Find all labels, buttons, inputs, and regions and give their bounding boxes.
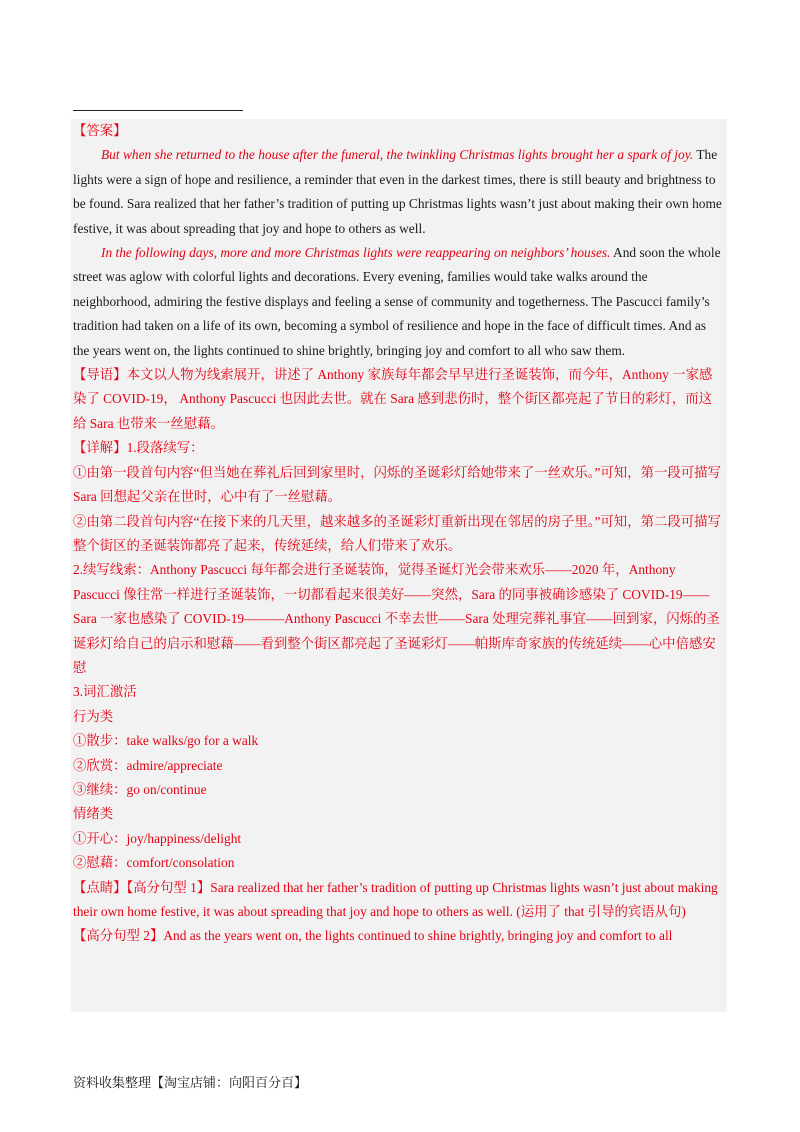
guide-label: 【导语】 [73,367,127,383]
page-footer: 资料收集整理【淘宝店铺：向阳百分百】 [73,1075,308,1090]
highlight-label: 【点睛】 [73,879,127,895]
given-sentence-1: But when she returned to the house after the funeral, the twinkling Christmas lights brought her a spark of joy. [101,147,694,163]
detail-heading [73,436,725,460]
given-sentence-2: In the following days, more and more Christmas lights were reappearing on neighbors’ houses. [101,245,611,261]
detail-item-1b: ②由第二段首句内容“在接下来的几天里，越来越多的圣诞彩灯重新出现在邻居的房子里。”可知，第二段可描写整个街区的圣诞装饰都亮了起来，传统延续，给人们带来了欢乐。 [73,513,721,553]
vocab-category-1: 行为类 [73,708,114,724]
highlight-sentence-2 [73,924,725,948]
detail-label: 【详解】 [73,440,127,456]
guide-text: 本文以人物为线索展开，讲述了 Anthony 家族每年都会早早进行圣诞装饰，而今年，Anthony 一家感染了 COVID-19， Anthony Pascucci 也因此去世。就在 Sara 感到悲伤时，整个街区都亮起了节日的彩灯，而这给 Sara 也带来一丝慰藉。 [73,367,713,431]
high-score-label-2: 【高分句型 2】 [73,928,164,944]
answer-paragraph-2-body: And soon the whole street was aglow with colorful lights and decorations. Every evening, families would take walks around the neighborhood, admiring the festive displays and feeling a sense of community and togetherness. The Pascucci family’s tradition had taken on a life of its own, becoming a symbol of resilience and hope in the face of difficult times. And as the years went on, the lights continued to shine brightly, bringing joy and comfort to all who saw them. [73,245,721,358]
vocab-item: ②欣赏：admire/appreciate [73,757,223,773]
detail-item-2: 2.续写线索：Anthony Pascucci 每年都会进行圣诞装饰，觉得圣诞灯光会带来欢乐——2020 年，Anthony Pascucci 像往常一样进行圣诞装饰，一切都看起来很美好——突然，Sara 的同事被确诊感染了 COVID-19——Sara 一家也感染了 COVID-19———Anthony Pascucci 不幸去世——Sara 处理完葬礼事宜——回到家，闪烁的圣诞彩灯给自己的启示和慰藉——看到整个街区都亮起了圣诞彩灯——帕斯库奇家族的传统延续——心中倍感安慰 [73,562,720,675]
footnote-rule [73,110,243,111]
detail-item-1-title: 1.段落续写： [126,440,204,456]
answer-paragraph-1 [73,143,725,241]
vocab-title: 3.词汇激活 [73,684,137,700]
highlight-sentence-1 [73,876,725,925]
vocab-item: ②慰藉：comfort/consolation [73,855,235,871]
vocab-item: ①开心：joy/happiness/delight [73,830,242,846]
detail-item-1a: ①由第一段首句内容“但当她在葬礼后回到家里时，闪烁的圣诞彩灯给她带来了一丝欢乐。”可知，第一段可描写 Sara 回想起父亲在世时，心中有了一丝慰藉。 [73,464,721,505]
guide-section [73,363,725,436]
answer-paragraph-1-body: The lights were a sign of hope and resilience, a reminder that even in the darkest times, there is still beauty and brightness to be found. Sara realized that her father’s tradition of putting up Christmas lights wasn’t just about making their own home festive, it was about spreading that joy and hope to others as well. [73,147,722,236]
vocab-item: ①散步：take walks/go for a walk [73,733,259,749]
vocab-category-2: 情绪类 [73,806,114,822]
vocab-item: ③继续：go on/continue [73,781,207,797]
answer-label: 【答案】 [73,123,127,138]
high-score-text-2: And as the years went on, the lights continued to shine brightly, bringing joy and comfort to all [163,928,673,944]
high-score-text-1: Sara realized that her father’s tradition of putting up Christmas lights wasn’t just about making their own home festive, it was about spreading that joy and hope to others as well. (运用了 that 引导的宾语从句) [73,879,718,919]
answer-content [73,119,725,949]
answer-paragraph-2 [73,241,725,363]
high-score-label-1: 【高分句型 1】 [126,879,211,895]
